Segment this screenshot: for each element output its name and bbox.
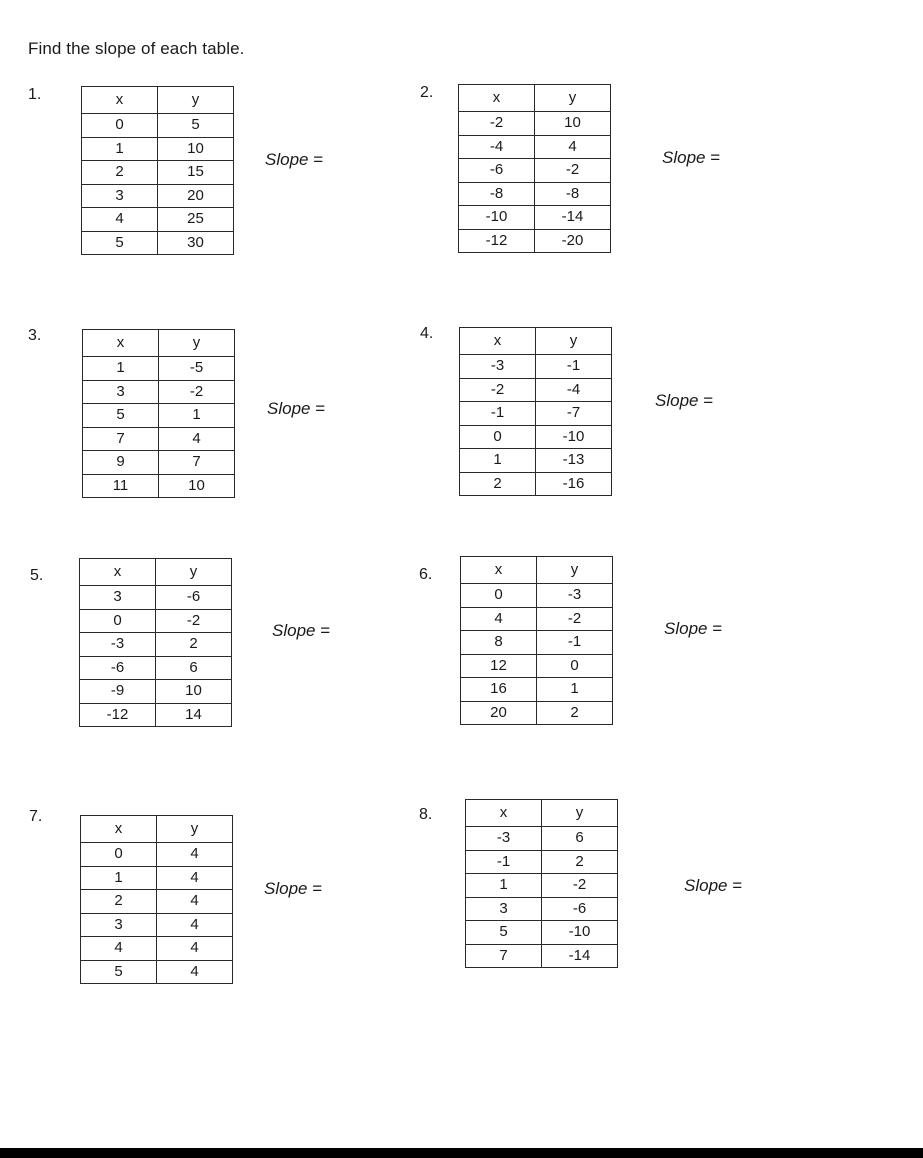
table-row <box>82 208 234 232</box>
table-problem-5 <box>79 558 232 727</box>
instructions: Find the slope of each table. <box>28 39 245 58</box>
x-value: -8 <box>459 182 535 206</box>
table-row <box>461 584 613 608</box>
y-value: 4 <box>157 866 233 890</box>
table-row <box>466 827 618 851</box>
table-row <box>82 114 234 138</box>
header-x: x <box>81 816 157 843</box>
y-value: 4 <box>535 135 611 159</box>
y-value: 4 <box>157 937 233 961</box>
table-row <box>466 897 618 921</box>
y-value: -1 <box>536 355 612 379</box>
y-value: 1 <box>537 678 613 702</box>
slope-equals: = <box>698 391 714 410</box>
header-x: x <box>459 85 535 112</box>
x-value: 1 <box>81 866 157 890</box>
table-row <box>461 678 613 702</box>
table-row <box>466 850 618 874</box>
y-value: -2 <box>537 607 613 631</box>
y-value: 2 <box>542 850 618 874</box>
table-problem-2 <box>458 84 611 253</box>
x-value: 2 <box>460 472 536 496</box>
y-value: -14 <box>542 944 618 968</box>
header-x: x <box>466 800 542 827</box>
header-y: y <box>535 85 611 112</box>
table-row <box>82 137 234 161</box>
table-problem-1 <box>81 86 234 255</box>
y-value: 6 <box>542 827 618 851</box>
slope-label <box>265 150 323 170</box>
header-y: y <box>159 330 235 357</box>
table-row <box>466 921 618 945</box>
y-value: 0 <box>537 654 613 678</box>
problem-number: 2. <box>420 84 434 101</box>
y-value: -5 <box>159 357 235 381</box>
slope-label <box>264 879 322 899</box>
table-row <box>460 378 612 402</box>
x-value: -9 <box>80 680 156 704</box>
table-row <box>459 159 611 183</box>
slope-label <box>664 619 722 639</box>
y-value: 2 <box>156 633 232 657</box>
y-value: 10 <box>158 137 234 161</box>
y-value: 2 <box>537 701 613 725</box>
x-value: 12 <box>461 654 537 678</box>
y-value: -2 <box>535 159 611 183</box>
y-value: -2 <box>156 609 232 633</box>
table-row <box>83 357 235 381</box>
slope-word: Slope <box>662 148 706 167</box>
y-value: 4 <box>159 427 235 451</box>
table-row <box>461 654 613 678</box>
y-value: 6 <box>156 656 232 680</box>
x-value: -2 <box>459 112 535 136</box>
header-y: y <box>542 800 618 827</box>
table-row <box>80 656 232 680</box>
y-value: 10 <box>535 112 611 136</box>
table-row <box>80 609 232 633</box>
y-value: 1 <box>159 404 235 428</box>
y-value: -20 <box>535 229 611 253</box>
x-value: 3 <box>81 913 157 937</box>
x-value: 1 <box>82 137 158 161</box>
x-value: 8 <box>461 631 537 655</box>
x-value: 5 <box>81 960 157 984</box>
x-value: 2 <box>82 161 158 185</box>
slope-word: Slope <box>267 399 311 418</box>
table-row <box>80 633 232 657</box>
problem-number: 5. <box>30 567 44 584</box>
table-header-row <box>81 816 233 843</box>
table-row <box>459 135 611 159</box>
y-value: 20 <box>158 184 234 208</box>
slope-equals: = <box>308 150 324 169</box>
y-value: 10 <box>156 680 232 704</box>
slope-label <box>662 148 720 168</box>
y-value: 4 <box>157 913 233 937</box>
y-value: -6 <box>156 586 232 610</box>
table-row <box>81 937 233 961</box>
table-problem-7 <box>80 815 233 984</box>
y-value: -16 <box>536 472 612 496</box>
y-value: -6 <box>542 897 618 921</box>
slope-equals: = <box>707 619 723 638</box>
x-value: 4 <box>461 607 537 631</box>
header-y: y <box>158 87 234 114</box>
problem-number: 3. <box>28 327 42 344</box>
y-value: -2 <box>542 874 618 898</box>
table-row <box>80 680 232 704</box>
y-value: -7 <box>536 402 612 426</box>
table-row <box>459 206 611 230</box>
slope-word: Slope <box>264 879 308 898</box>
y-value: 30 <box>158 231 234 255</box>
x-value: 2 <box>81 890 157 914</box>
table-row <box>461 631 613 655</box>
x-value: 3 <box>82 184 158 208</box>
table-row <box>460 472 612 496</box>
x-value: 0 <box>80 609 156 633</box>
table-row <box>459 229 611 253</box>
slope-label <box>272 621 330 641</box>
header-y: y <box>536 328 612 355</box>
table-problem-3 <box>82 329 235 498</box>
table-row <box>459 112 611 136</box>
y-value: 15 <box>158 161 234 185</box>
slope-label <box>655 391 713 411</box>
table-header-row <box>459 85 611 112</box>
header-y: y <box>156 559 232 586</box>
x-value: 3 <box>83 380 159 404</box>
slope-word: Slope <box>655 391 699 410</box>
header-x: x <box>461 557 537 584</box>
slope-word: Slope <box>664 619 708 638</box>
x-value: -3 <box>80 633 156 657</box>
header-y: y <box>157 816 233 843</box>
y-value: -1 <box>537 631 613 655</box>
x-value: -2 <box>460 378 536 402</box>
y-value: 4 <box>157 960 233 984</box>
table-row <box>82 184 234 208</box>
slope-label <box>684 876 742 896</box>
table-row <box>81 843 233 867</box>
y-value: -4 <box>536 378 612 402</box>
y-value: 4 <box>157 890 233 914</box>
slope-label <box>267 399 325 419</box>
x-value: 0 <box>460 425 536 449</box>
table-header-row <box>80 559 232 586</box>
y-value: 25 <box>158 208 234 232</box>
table-row <box>81 866 233 890</box>
y-value: -8 <box>535 182 611 206</box>
table-problem-8 <box>465 799 618 968</box>
header-x: x <box>80 559 156 586</box>
table-row <box>80 703 232 727</box>
x-value: 11 <box>83 474 159 498</box>
table-row <box>461 607 613 631</box>
x-value: 1 <box>460 449 536 473</box>
x-value: 0 <box>82 114 158 138</box>
x-value: -1 <box>460 402 536 426</box>
table-row <box>81 960 233 984</box>
table-problem-4 <box>459 327 612 496</box>
x-value: 7 <box>466 944 542 968</box>
x-value: 5 <box>83 404 159 428</box>
x-value: -4 <box>459 135 535 159</box>
x-value: 20 <box>461 701 537 725</box>
x-value: -3 <box>466 827 542 851</box>
table-header-row <box>466 800 618 827</box>
y-value: -2 <box>159 380 235 404</box>
problem-number: 8. <box>419 806 433 823</box>
x-value: -6 <box>459 159 535 183</box>
slope-word: Slope <box>272 621 316 640</box>
table-row <box>460 355 612 379</box>
x-value: 1 <box>83 357 159 381</box>
table-row <box>460 402 612 426</box>
x-value: 7 <box>83 427 159 451</box>
problem-number: 6. <box>419 566 433 583</box>
table-row <box>460 449 612 473</box>
header-x: x <box>82 87 158 114</box>
x-value: 0 <box>461 584 537 608</box>
slope-equals: = <box>315 621 331 640</box>
slope-equals: = <box>727 876 743 895</box>
table-row <box>466 944 618 968</box>
slope-equals: = <box>705 148 721 167</box>
x-value: 3 <box>80 586 156 610</box>
x-value: 4 <box>81 937 157 961</box>
table-problem-6 <box>460 556 613 725</box>
y-value: 5 <box>158 114 234 138</box>
x-value: -12 <box>80 703 156 727</box>
y-value: 4 <box>157 843 233 867</box>
table-row <box>82 231 234 255</box>
table-header-row <box>82 87 234 114</box>
y-value: 10 <box>159 474 235 498</box>
table-row <box>83 380 235 404</box>
problem-number: 1. <box>28 86 42 103</box>
header-x: x <box>83 330 159 357</box>
y-value: -10 <box>536 425 612 449</box>
y-value: 14 <box>156 703 232 727</box>
y-value: -3 <box>537 584 613 608</box>
table-row <box>83 474 235 498</box>
table-row <box>83 404 235 428</box>
table-row <box>466 874 618 898</box>
y-value: -10 <box>542 921 618 945</box>
y-value: -14 <box>535 206 611 230</box>
x-value: 1 <box>466 874 542 898</box>
x-value: 9 <box>83 451 159 475</box>
x-value: 4 <box>82 208 158 232</box>
table-row <box>81 890 233 914</box>
x-value: 0 <box>81 843 157 867</box>
slope-equals: = <box>310 399 326 418</box>
x-value: -12 <box>459 229 535 253</box>
x-value: -1 <box>466 850 542 874</box>
x-value: -3 <box>460 355 536 379</box>
table-row <box>83 427 235 451</box>
table-row <box>82 161 234 185</box>
x-value: 5 <box>466 921 542 945</box>
table-row <box>459 182 611 206</box>
table-row <box>461 701 613 725</box>
y-value: 7 <box>159 451 235 475</box>
table-row <box>460 425 612 449</box>
x-value: -10 <box>459 206 535 230</box>
slope-word: Slope <box>684 876 728 895</box>
x-value: 5 <box>82 231 158 255</box>
x-value: -6 <box>80 656 156 680</box>
header-y: y <box>537 557 613 584</box>
x-value: 3 <box>466 897 542 921</box>
table-row <box>81 913 233 937</box>
bottom-bar <box>0 1148 923 1158</box>
slope-equals: = <box>307 879 323 898</box>
table-header-row <box>460 328 612 355</box>
table-header-row <box>83 330 235 357</box>
header-x: x <box>460 328 536 355</box>
y-value: -13 <box>536 449 612 473</box>
table-header-row <box>461 557 613 584</box>
problem-number: 4. <box>420 325 434 342</box>
problem-number: 7. <box>29 808 43 825</box>
x-value: 16 <box>461 678 537 702</box>
slope-word: Slope <box>265 150 309 169</box>
table-row <box>80 586 232 610</box>
table-row <box>83 451 235 475</box>
